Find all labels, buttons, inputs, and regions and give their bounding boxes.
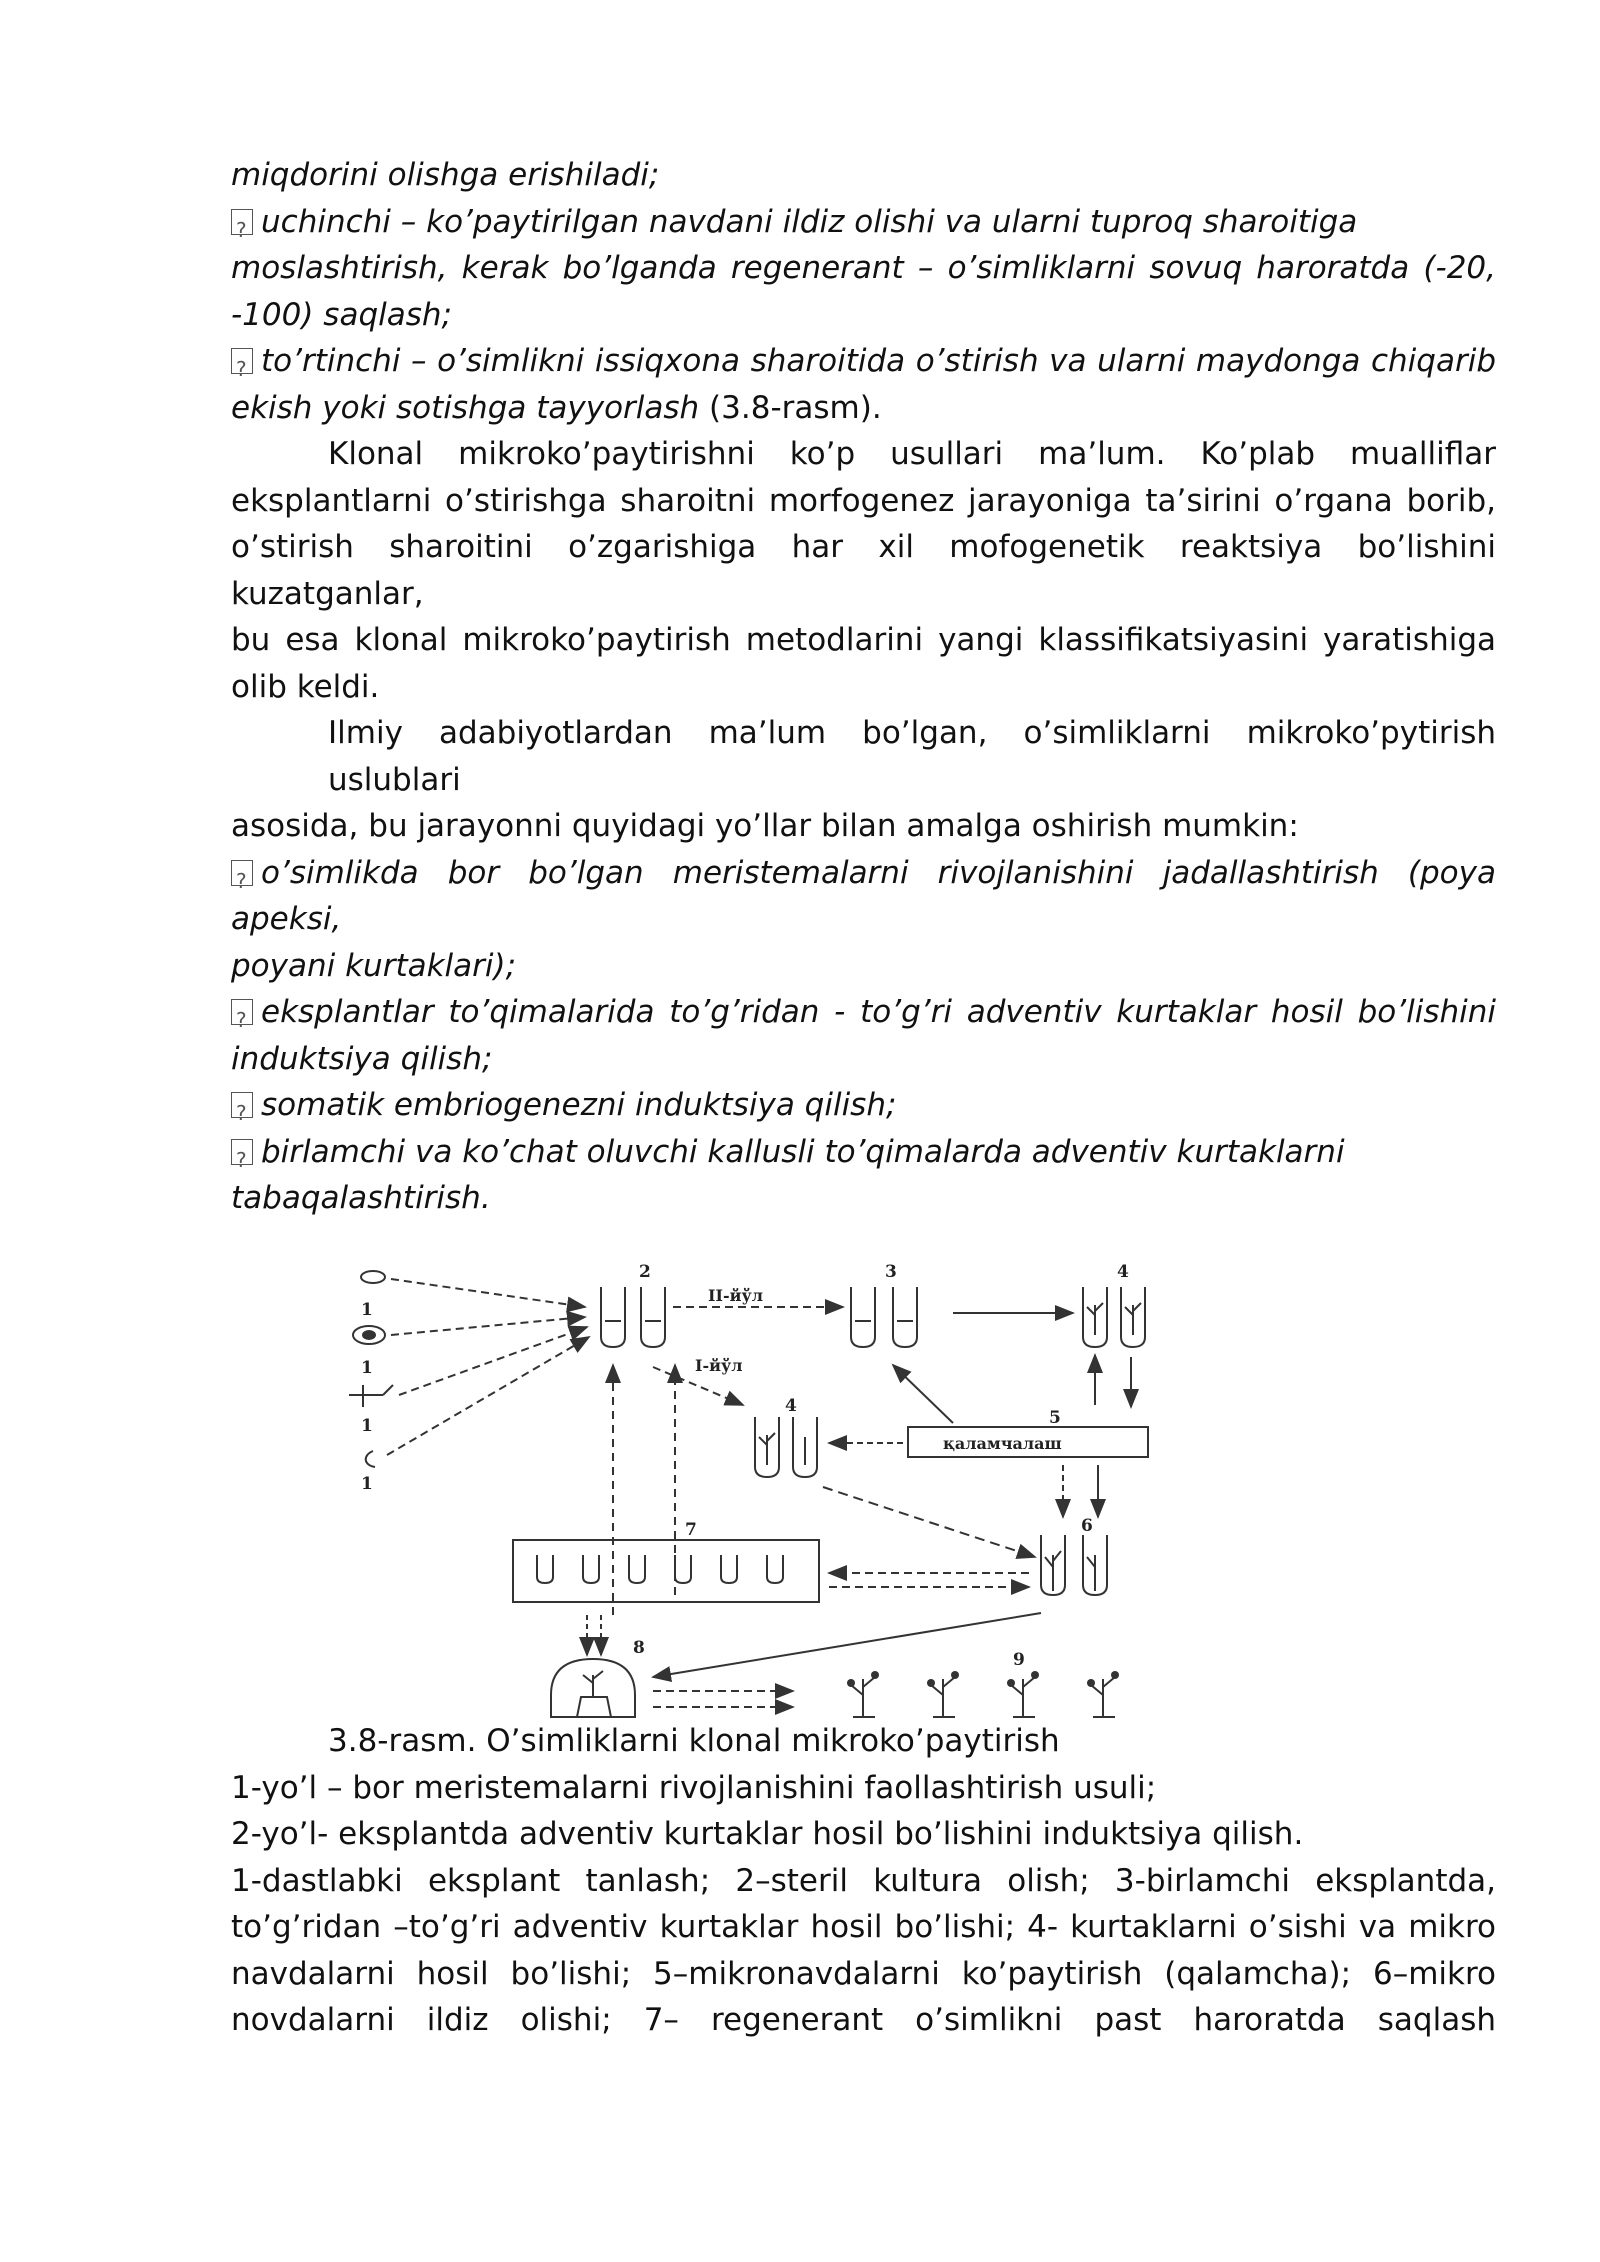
text-line: poyani kurtaklari); — [231, 947, 517, 984]
figure-caption: 3.8-rasm. O’simliklarni klonal mikroko’paytirish — [328, 1723, 1060, 1759]
tubes-step-4-left — [755, 1417, 817, 1477]
figure-number: 7 — [685, 1520, 697, 1540]
figure-number: 1 — [361, 1474, 373, 1494]
tubes-step-2 — [601, 1287, 665, 1347]
text-line: o’stirish sharoitini o’zgarishiga har xil mofogenetik reaktsiya bo’lishini kuzatganlar, — [231, 529, 1496, 612]
text-line: navdalarni hosil bo’lishi; 5–mikronavdalarni ko’paytirish (qalamcha); 6–mikro — [231, 1955, 1496, 1992]
figure-3-8 — [323, 1255, 1233, 1735]
figure-number: 9 — [1013, 1650, 1025, 1670]
field-plants — [851, 1677, 1115, 1717]
figure-number: 1 — [361, 1300, 373, 1320]
text-line: 2-yo’l- eksplantda adventiv kurtaklar hosil bo’lishini induktsiya qilish. — [231, 1816, 1304, 1852]
text-line: novdalarni ildiz olishi; 7– regenerant o’simlikni past haroratda saqlash — [231, 2002, 1496, 2038]
route-2-label: II-йўл — [708, 1286, 763, 1305]
text-line: Ilmiy adabiyotlardan ma’lum bo’lgan, o’simliklarni mikroko’pytirish uslublari — [328, 715, 1496, 798]
bullet-text: eksplantlar to’qimalarida to’g’ridan - to’g’ri adventiv kurtaklar hosil bo’lishini — [261, 994, 1496, 1030]
text-line — [231, 199, 1496, 246]
text-line — [231, 385, 1496, 432]
figure-number: 5 — [1049, 1408, 1061, 1428]
bullet-text: somatik embriogenezni induktsiya qilish; — [261, 1087, 897, 1123]
text-line: Klonal mikroko’paytirishni ko’p usullari ma’lum. Ko’plab mualliflar — [328, 436, 1496, 472]
text-line: tabaqalashtirish. — [231, 1180, 491, 1216]
storage-box — [513, 1540, 819, 1602]
bullet-text: to’rtinchi – o’simlikni issiqxona sharoitida o’stirish va ularni maydonga chiqarib — [261, 343, 1496, 379]
text-italic-part: ekish yoki sotishga tayyorlash — [231, 389, 700, 426]
text-line: eksplantlarni o’stirishga sharoitni morfogenez jarayoniga ta’sirini o’rgana borib, — [231, 482, 1496, 519]
missing-glyph-icon — [231, 1139, 253, 1165]
text-line: to’g’ridan –to’g’ri adventiv kurtaklar hosil bo’lishi; 4- kurtaklarni o’sishi va mikro — [231, 1909, 1496, 1945]
text-line — [231, 850, 1496, 943]
missing-glyph-icon — [231, 860, 253, 886]
storage-tubes — [537, 1555, 783, 1583]
figure-number: 2 — [639, 1262, 651, 1282]
text-line — [231, 1129, 1496, 1176]
tubes-step-4-right — [1083, 1287, 1145, 1347]
text-line: asosida, bu jarayonni quyidagi yo’llar bilan amalga oshirish mumkin: — [231, 808, 1299, 844]
route-1-label: I-йўл — [695, 1356, 743, 1375]
text-line: moslashtirish, kerak bo’lganda regenerant – o’simliklarni sovuq haroratda (-20, — [231, 250, 1496, 286]
figure-number: 1 — [361, 1416, 373, 1436]
text-line: olib keldi. — [231, 668, 380, 705]
bullet-text: uchinchi – ko’paytirilgan navdani ildiz olishi va ularni tuproq sharoitiga — [261, 203, 1358, 240]
text-line — [231, 989, 1496, 1036]
micropropagation-diagram — [323, 1255, 1233, 1735]
text-normal-part: (3.8-rasm). — [699, 389, 882, 426]
missing-glyph-icon — [231, 209, 253, 235]
tubes-step-6 — [1041, 1535, 1107, 1595]
text-line: bu esa klonal mikroko’paytirish metodlarini yangi klassifikatsiyasini yaratishiga — [231, 622, 1496, 658]
figure-number: 8 — [633, 1638, 645, 1658]
text-line: -100) saqlash; — [231, 296, 452, 333]
figure-number: 4 — [1117, 1262, 1129, 1282]
text-line — [231, 338, 1496, 385]
figure-number: 4 — [785, 1396, 797, 1416]
bullet-text: o’simlikda bor bo’lgan meristemalarni rivojlanishini jadallashtirish (poya apeksi, — [231, 854, 1496, 937]
text-line — [231, 1082, 1496, 1129]
tubes-step-3 — [851, 1287, 917, 1347]
missing-glyph-icon — [231, 1092, 253, 1118]
bullet-text: birlamchi va ko’chat oluvchi kallusli to’qimalarda adventiv kurtaklarni — [261, 1133, 1345, 1170]
greenhouse-jar — [551, 1659, 635, 1717]
text-line: miqdorini olishga erishiladi; — [231, 157, 660, 193]
top-text — [231, 152, 1496, 1222]
missing-glyph-icon — [231, 348, 253, 374]
figure-number: 6 — [1081, 1516, 1093, 1536]
cuttings-label: қаламчалаш — [943, 1434, 1062, 1453]
figure-number: 1 — [361, 1358, 373, 1378]
text-line: 1-dastlabki eksplant tanlash; 2–steril kultura olish; 3-birlamchi eksplantda, — [231, 1862, 1496, 1899]
figure-number: 3 — [885, 1262, 897, 1282]
caption-text — [231, 1718, 1496, 2044]
text-line: 1-yo’l – bor meristemalarni rivojlanishini faollashtirish usuli; — [231, 1769, 1157, 1806]
missing-glyph-icon — [231, 999, 253, 1025]
text-line: induktsiya qilish; — [231, 1040, 493, 1077]
